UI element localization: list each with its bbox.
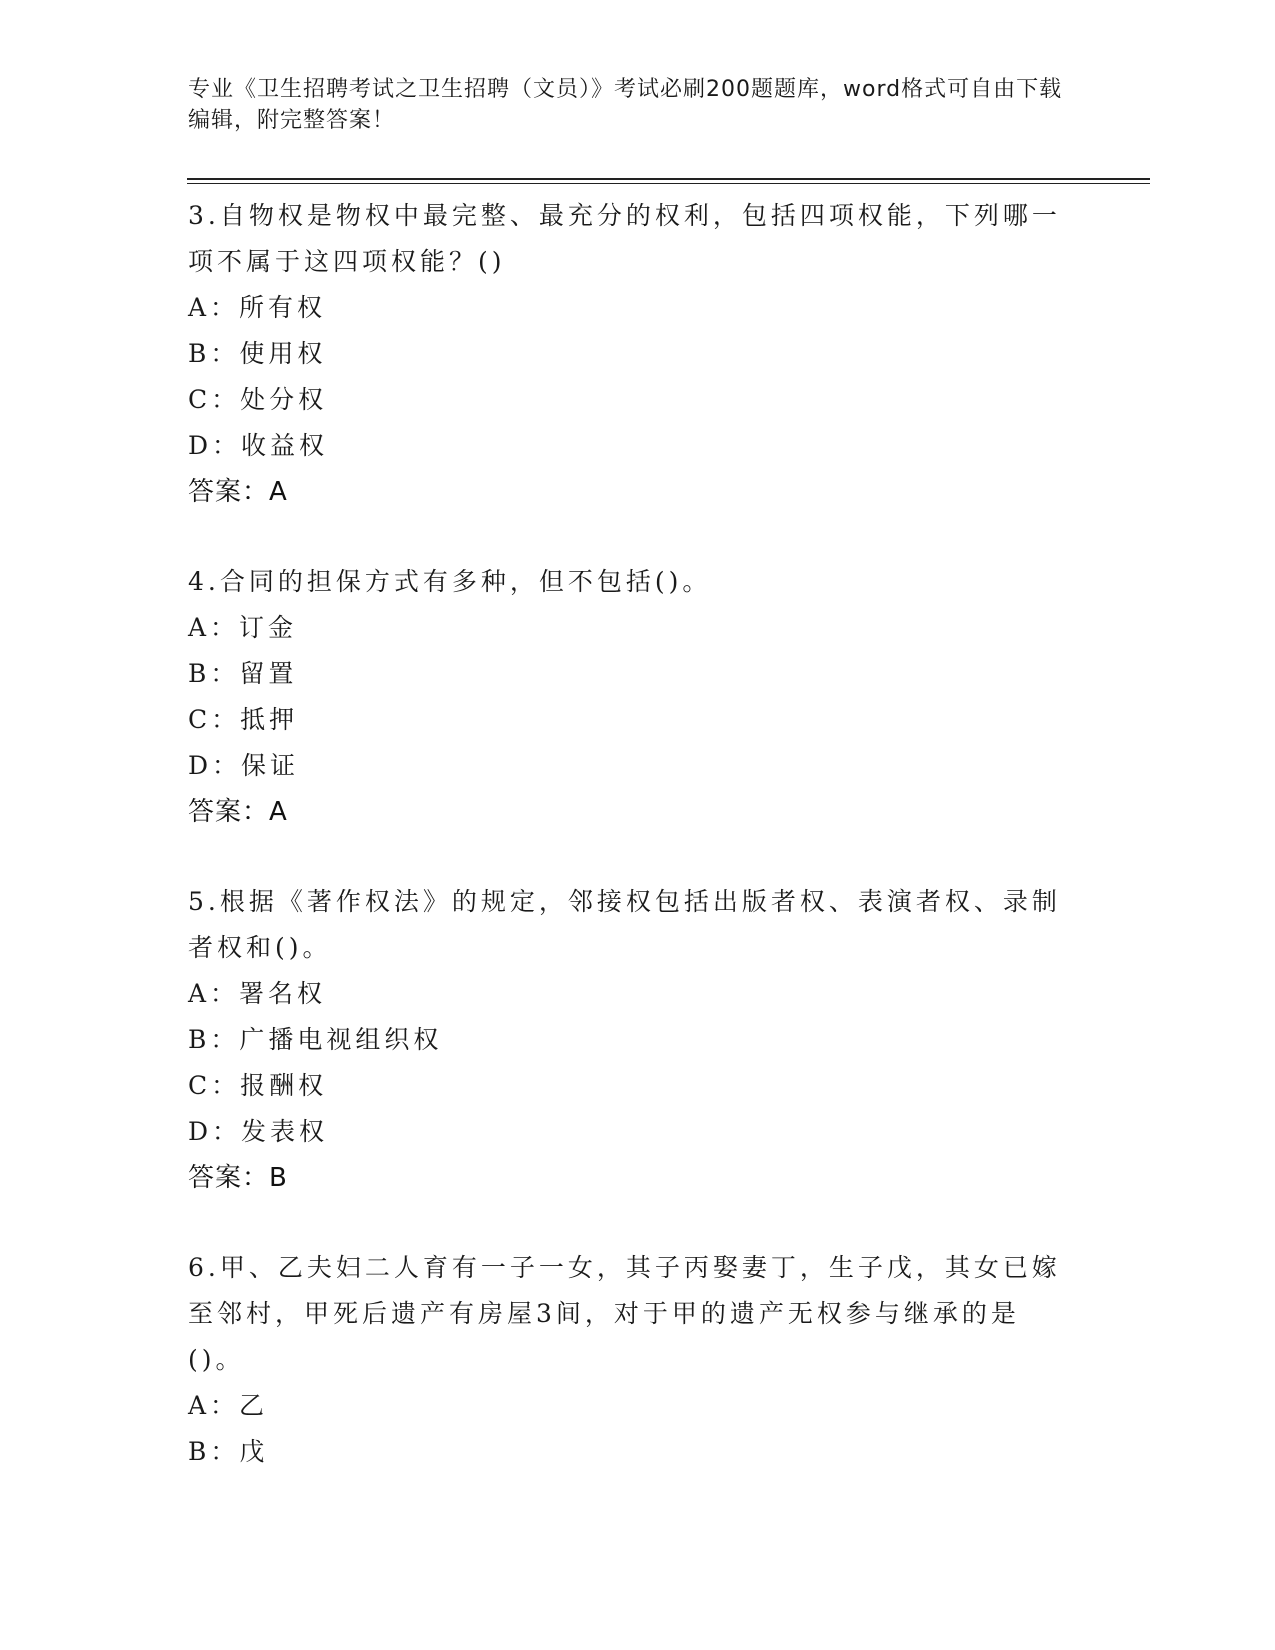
option-d: D：保证 [188, 751, 300, 780]
answer-line: 答案：A [188, 797, 288, 827]
option-c: C：抵押 [188, 705, 299, 734]
option-b: B：广播电视组织权 [188, 1025, 443, 1054]
option-b: B：戊 [188, 1437, 269, 1466]
option-b: B：使用权 [188, 339, 327, 368]
answer-line: 答案：B [188, 1163, 288, 1193]
question-list [188, 193, 1068, 1475]
question-stem: 6.甲、乙夫妇二人育有一子一女，其子丙娶妻丁，生子戊，其女已嫁至邻村，甲死后遗产有房屋3间，对于甲的遗产无权参与继承的是()。 [188, 1253, 1061, 1374]
option-b: B：留置 [188, 659, 298, 688]
option-a: A：署名权 [188, 979, 327, 1008]
option-c: C：报酬权 [188, 1071, 328, 1100]
header-divider-thick [187, 178, 1150, 180]
question-stem: 4.合同的担保方式有多种，但不包括()。 [188, 567, 712, 596]
option-c: C：处分权 [188, 385, 328, 414]
option-a: A：乙 [188, 1391, 269, 1420]
spacer [188, 515, 1068, 559]
spacer [188, 1201, 1068, 1245]
question-4 [188, 559, 1068, 835]
option-a: A：订金 [188, 613, 298, 642]
option-a: A：所有权 [188, 293, 327, 322]
document-header: 专业《卫生招聘考试之卫生招聘（文员）》考试必刷200题题库，word格式可自由下载编辑，附完整答案！ [188, 77, 1063, 133]
question-stem: 3.自物权是物权中最完整、最充分的权利，包括四项权能，下列哪一项不属于这四项权能？() [188, 201, 1061, 276]
header-divider-thin [187, 183, 1150, 184]
option-d: D：收益权 [188, 431, 329, 460]
answer-line: 答案：A [188, 477, 288, 507]
question-6 [188, 1245, 1068, 1475]
option-d: D：发表权 [188, 1117, 329, 1146]
question-stem: 5.根据《著作权法》的规定，邻接权包括出版者权、表演者权、录制者权和()。 [188, 887, 1061, 962]
question-3 [188, 193, 1068, 515]
spacer [188, 835, 1068, 879]
question-5 [188, 879, 1068, 1201]
